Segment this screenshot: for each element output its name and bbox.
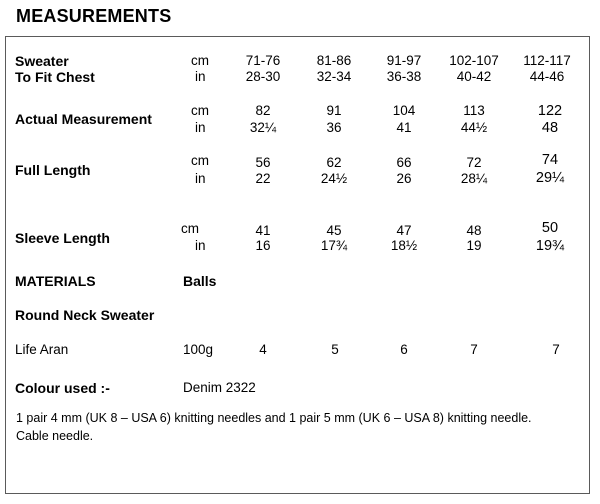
value-cell: 28¼ <box>460 171 488 186</box>
value-cell: 104 <box>392 103 416 118</box>
row-label-to-fit-chest: To Fit Chest <box>15 69 95 85</box>
colour-used-label: Colour used :- <box>15 380 110 396</box>
value-cell: 41 <box>396 120 412 135</box>
value-cell: 32-34 <box>316 69 352 84</box>
balls-count: 6 <box>400 342 408 357</box>
colour-used-value: Denim 2322 <box>183 380 256 395</box>
value-cell: 41 <box>255 223 271 238</box>
value-cell: 81-86 <box>316 53 352 68</box>
row-label-full-length: Full Length <box>15 162 91 178</box>
unit-cm: cm <box>191 153 209 168</box>
unit-in: in <box>195 171 206 186</box>
value-cell: 48 <box>541 120 559 136</box>
value-cell: 19 <box>466 238 482 253</box>
value-cell: 40-42 <box>456 69 492 84</box>
row-label-actual-measurement: Actual Measurement <box>15 111 152 127</box>
value-cell: 36-38 <box>386 69 422 84</box>
balls-count: 5 <box>331 342 339 357</box>
round-neck-sweater-heading: Round Neck Sweater <box>15 307 155 323</box>
needles-notes: 1 pair 4 mm (UK 8 – USA 6) knitting needles and 1 pair 5 mm (UK 6 – USA 8) knitting needle. Cable needle. <box>16 411 532 443</box>
value-cell: 113 <box>463 103 485 118</box>
value-cell: 44½ <box>460 120 488 135</box>
page-title: MEASUREMENTS <box>16 6 172 26</box>
value-cell: 112-117 <box>523 53 571 68</box>
yarn-weight: 100g <box>183 342 214 357</box>
value-cell: 82 <box>255 103 271 118</box>
value-cell: 74 <box>541 152 559 168</box>
value-cell: 66 <box>396 155 412 170</box>
value-cell: 16 <box>255 238 271 253</box>
row-label-sleeve-length: Sleeve Length <box>15 230 110 246</box>
value-cell: 91 <box>326 103 342 118</box>
value-cell: 22 <box>255 171 271 186</box>
value-cell: 44-46 <box>529 69 565 84</box>
value-cell: 48 <box>466 223 482 238</box>
value-cell: 26 <box>396 171 412 186</box>
unit-in: in <box>195 120 206 135</box>
balls-count: 7 <box>552 342 560 357</box>
value-cell: 19¾ <box>535 238 565 254</box>
value-cell: 72 <box>466 155 482 170</box>
value-cell: 17¾ <box>320 238 348 253</box>
value-cell: 47 <box>396 223 412 238</box>
value-cell: 29¼ <box>535 170 565 186</box>
value-cell: 56 <box>255 155 271 170</box>
yarn-name: Life Aran <box>15 342 69 357</box>
unit-in: in <box>195 69 206 84</box>
value-cell: 32¼ <box>249 120 277 135</box>
balls-count: 7 <box>470 342 478 357</box>
unit-cm: cm <box>191 53 209 68</box>
materials-heading: MATERIALS <box>15 273 96 289</box>
value-cell: 62 <box>326 155 342 170</box>
unit-in: in <box>195 238 206 253</box>
unit-cm: cm <box>181 221 199 236</box>
unit-cm: cm <box>191 103 209 118</box>
balls-count: 4 <box>259 342 267 357</box>
value-cell: 45 <box>326 223 342 238</box>
value-cell: 71-76 <box>245 53 281 68</box>
value-cell: 18½ <box>390 238 418 253</box>
value-cell: 50 <box>541 220 559 236</box>
value-cell: 102-107 <box>449 53 499 68</box>
value-cell: 36 <box>326 120 342 135</box>
value-cell: 28-30 <box>245 69 281 84</box>
value-cell: 122 <box>537 103 563 119</box>
value-cell: 91-97 <box>386 53 422 68</box>
row-label-sweater: Sweater <box>15 53 69 69</box>
balls-label: Balls <box>183 273 217 289</box>
value-cell: 24½ <box>320 171 348 186</box>
